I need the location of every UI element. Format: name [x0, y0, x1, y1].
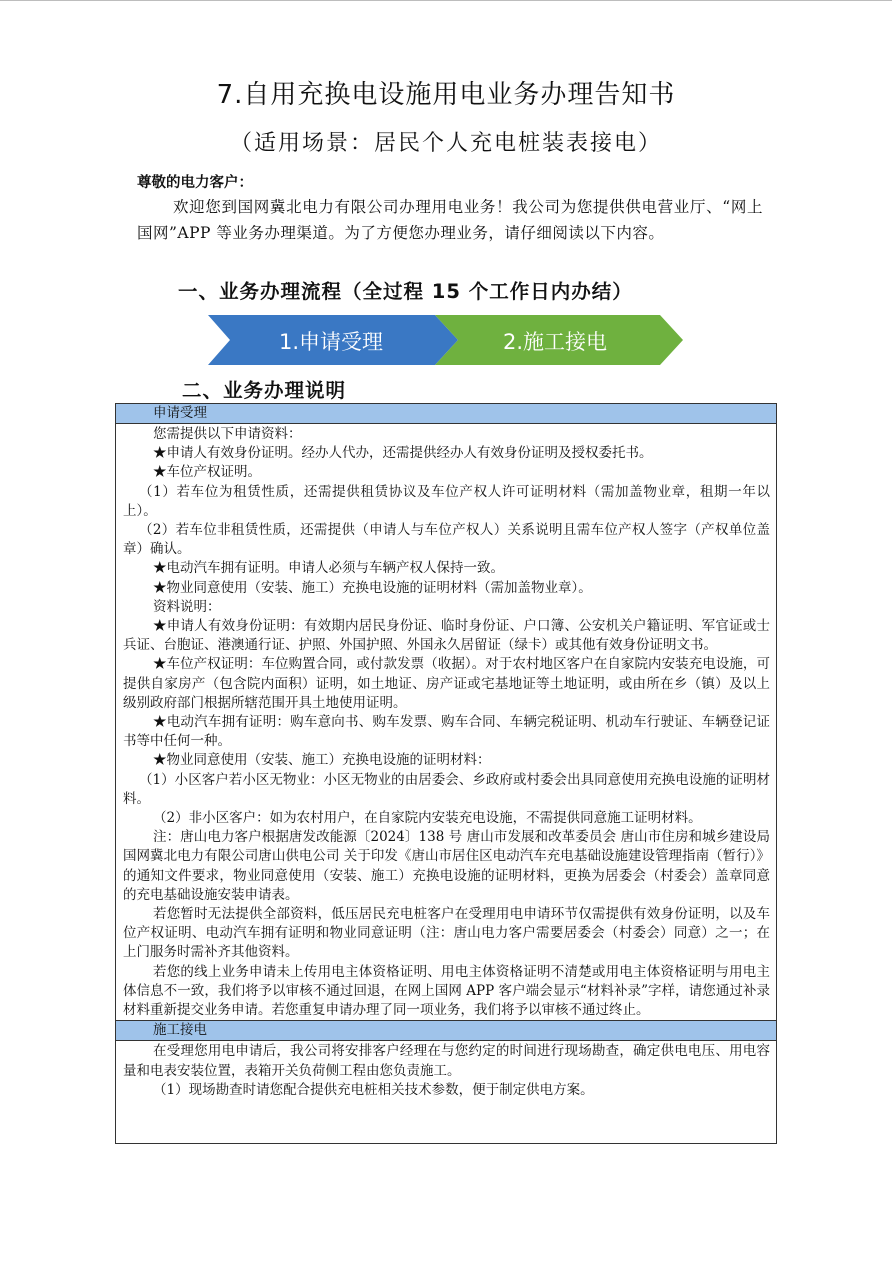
apply-section-header: 申请受理 [116, 404, 776, 424]
instructions-table [115, 403, 777, 1144]
section-heading-process: 一、业务办理流程（全过程 15 个工作日内办结） [178, 280, 633, 303]
document-title: 7.自用充换电设施用电业务办理告知书 [216, 80, 676, 110]
page-top-border [0, 0, 892, 1]
construct-section-body [116, 1041, 776, 1100]
section-heading-instructions: 二、业务办理说明 [182, 379, 347, 402]
flow-step-1-label: 1.申请受理 [279, 330, 384, 354]
greeting: 尊敬的电力客户： [137, 174, 253, 191]
process-flow [208, 315, 686, 365]
apply-paragraph: 您需提供以下申请资料： [153, 426, 302, 442]
apply-paragraph: ★电动汽车拥有证明。申请人必须与车辆产权人保持一致。 [153, 560, 504, 577]
construct-section-header: 施工接电 [116, 1020, 776, 1041]
document-subtitle: （适用场景：居民个人充电桩装表接电） [229, 131, 662, 156]
apply-paragraph: 若您的线上业务申请未上传用电主体资格证明、用电主体资格证明不清楚或用电主体资格证明与用电主体信息不一致，我们将予以审核不通过回退，在网上国网 APP 客户端会显示“材料补录”字样，请您通过补录材料重新提交业务申请。若您重复申请办理了同一项业务，我们将予以审核不通过终止。 [123, 963, 770, 1019]
apply-paragraph: （1）小区客户若小区无物业：小区无物业的由居委会、乡政府或村委会出具同意使用充换电设施的证明材料。 [123, 771, 770, 807]
apply-paragraph: ★申请人有效身份证明。经办人代办，还需提供经办人有效身份证明及授权委托书。 [153, 445, 653, 462]
apply-paragraph: ★车位产权证明。 [153, 464, 261, 481]
apply-paragraph: 若您暂时无法提供全部资料，低压居民充电桩客户在受理用电申请环节仅需提供有效身份证明，以及车位产权证明、电动汽车拥有证明和物业同意证明（注：唐山电力客户需要居委会（村委会）同意）之一；在上门服务时需补齐其他资料。 [123, 906, 770, 961]
apply-paragraph: ★物业同意使用（安装、施工）充换电设施的证明材料： [153, 752, 491, 769]
apply-paragraph: （2）若车位非租赁性质，还需提供（申请人与车位产权人）关系说明且需车位产权人签字（产权单位盖章）确认。 [123, 522, 770, 558]
intro-paragraph: 欢迎您到国网冀北电力有限公司办理用电业务！我公司为您提供供电营业厅、“网上国网”APP 等业务办理渠道。为了方便您办理业务，请仔细阅读以下内容。 [137, 198, 763, 242]
construct-paragraph: 在受理您用电申请后，我公司将安排客户经理在与您约定的时间进行现场勘查，确定供电电压、用电容量和电表安装位置，表箱开关负荷侧工程由您负责施工。 [123, 1043, 770, 1079]
apply-paragraph: ★电动汽车拥有证明：购车意向书、购车发票、购车合同、车辆完税证明、机动车行驶证、车辆登记证书等中任何一种。 [123, 714, 770, 750]
apply-section-body [116, 424, 776, 1020]
apply-paragraph: ★物业同意使用（安装、施工）充换电设施的证明材料（需加盖物业章）。 [153, 579, 592, 596]
flow-step-2-label: 2.施工接电 [503, 330, 608, 354]
apply-paragraph: ★申请人有效身份证明：有效期内居民身份证、临时身份证、户口簿、公安机关户籍证明、军官证或士兵证、台胞证、港澳通行证、护照、外国护照、外国永久居留证（绿卡）或其他有效身份证明文书。 [123, 618, 770, 654]
apply-paragraph: 资料说明： [153, 598, 221, 615]
construct-paragraph: （1）现场勘查时请您配合提供充电桩相关技术参数，便于制定供电方案。 [153, 1081, 594, 1098]
apply-paragraph: （2）非小区客户：如为农村用户，在自家院内安装充电设施，不需提供同意施工证明材料。 [153, 810, 702, 827]
apply-paragraph: 注：唐山电力客户根据唐发改能源〔2024〕138 号 唐山市发展和改革委员会 唐山市住房和城乡建设局 国网冀北电力有限公司唐山供电公司 关于印发《唐山市居住区电动汽车充电基础设施建设管理指南（暂行）》的通知文件要求，物业同意使用（安装、施工）充换电设施的证明材料，更换为居委会（村委会）盖章同意的充电基础设施安装申请表。 [123, 829, 770, 903]
apply-paragraph: ★车位产权证明：车位购置合同，或付款发票（收据）。对于农村地区客户在自家院内安装充电设施，可提供自家房产（包含院内面积）证明，如土地证、房产证或宅基地证等土地证明，或由所在乡（镇）及以上级别政府部门根据所辖范围开具土地使用证明。 [123, 656, 770, 711]
apply-paragraph: （1）若车位为租赁性质，还需提供租赁协议及车位产权人许可证明材料（需加盖物业章，租期一年以上）。 [123, 483, 770, 519]
